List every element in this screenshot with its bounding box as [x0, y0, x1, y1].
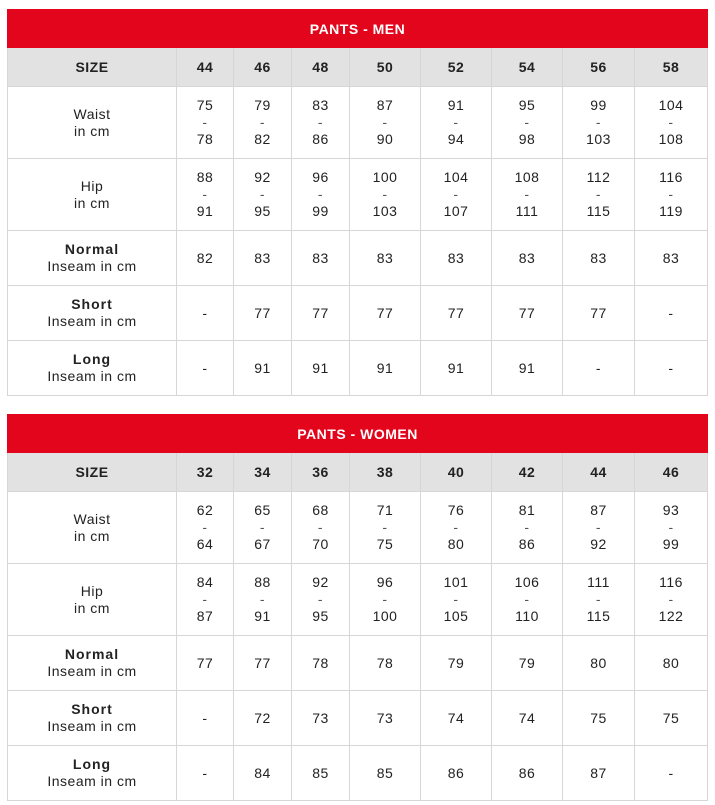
inseam-cell: 73 [292, 691, 350, 746]
range-cell [234, 87, 292, 159]
size-column-header: 54 [492, 48, 563, 87]
hip-row-label [8, 564, 177, 636]
range-separator: - [202, 591, 208, 607]
range-max: 86 [312, 131, 329, 147]
range-cell [350, 564, 421, 636]
inseam-cell: 74 [421, 691, 492, 746]
range-min: 95 [518, 97, 536, 113]
range-cell [563, 87, 635, 159]
normal-row-label [8, 636, 177, 691]
size-label: SIZE [8, 453, 177, 492]
size-column-header: 52 [421, 48, 492, 87]
table-title: PANTS - MEN [8, 10, 708, 48]
inseam-cell: 86 [492, 746, 563, 801]
range-min: 84 [196, 574, 214, 590]
inseam-cell: 83 [492, 231, 563, 286]
size-column-header: 44 [563, 453, 635, 492]
range-min: 108 [514, 169, 540, 185]
range-separator: - [259, 114, 266, 130]
long-row-label [8, 341, 177, 396]
size-table [7, 414, 708, 801]
range-separator: - [668, 186, 674, 202]
range-min: 81 [518, 502, 536, 518]
range-max: 110 [515, 608, 539, 624]
inseam-cell: 77 [563, 286, 635, 341]
table-title-row [8, 10, 708, 48]
range-cell [492, 564, 563, 636]
inseam-cell: - [635, 286, 708, 341]
range-separator: - [595, 114, 602, 130]
range-max: 108 [658, 131, 684, 147]
range-cell [492, 87, 563, 159]
range-separator: - [259, 519, 266, 535]
range-max: 115 [586, 203, 611, 219]
range-separator: - [524, 186, 530, 202]
inseam-cell: 78 [350, 636, 421, 691]
size-header-row [8, 48, 708, 87]
row-label-line2: in cm [74, 194, 110, 211]
range-min: 68 [312, 502, 329, 518]
table-title: PANTS - WOMEN [8, 415, 708, 453]
inseam-cell: 75 [563, 691, 635, 746]
range-max: 91 [254, 608, 271, 624]
inseam-cell: 83 [563, 231, 635, 286]
inseam-cell: 91 [421, 341, 492, 396]
size-column-header: 40 [421, 453, 492, 492]
inseam-cell: 79 [492, 636, 563, 691]
range-separator: - [453, 519, 459, 535]
size-column-header: 46 [635, 453, 708, 492]
short-inseam-row [8, 286, 708, 341]
range-cell [177, 564, 234, 636]
inseam-cell: 83 [635, 231, 708, 286]
range-cell [234, 159, 292, 231]
range-min: 87 [590, 502, 607, 518]
long-row-label [8, 746, 177, 801]
row-label-bold: Normal [64, 646, 120, 662]
range-separator: - [382, 591, 388, 607]
range-min: 116 [659, 169, 683, 185]
size-label: SIZE [8, 48, 177, 87]
range-cell [292, 492, 350, 564]
range-separator: - [668, 591, 674, 607]
hip-row [8, 159, 708, 231]
inseam-cell: 83 [234, 231, 292, 286]
range-max: 100 [372, 608, 398, 624]
row-label-line2: in cm [74, 599, 110, 616]
inseam-cell: - [177, 341, 234, 396]
range-separator: - [202, 186, 208, 202]
normal-row-label [8, 231, 177, 286]
size-header-row [8, 453, 708, 492]
waist-row [8, 492, 708, 564]
range-separator: - [453, 591, 459, 607]
range-min: 104 [443, 169, 469, 185]
row-label-line2: Inseam in cm [47, 663, 137, 679]
inseam-cell: 77 [234, 286, 292, 341]
inseam-cell: 82 [177, 231, 234, 286]
range-separator: - [668, 519, 674, 535]
range-cell [350, 87, 421, 159]
inseam-cell: - [635, 746, 708, 801]
range-cell [635, 492, 708, 564]
range-min: 87 [376, 97, 394, 113]
size-column-header: 36 [292, 453, 350, 492]
range-separator: - [595, 186, 602, 202]
range-min: 71 [376, 502, 394, 518]
hip-row-label [8, 159, 177, 231]
inseam-cell: 73 [350, 691, 421, 746]
size-column-header: 50 [350, 48, 421, 87]
inseam-cell: 77 [234, 636, 292, 691]
range-max: 82 [254, 131, 271, 147]
row-label-bold: Long [72, 756, 112, 772]
range-max: 98 [518, 131, 536, 147]
range-separator: - [524, 519, 530, 535]
range-min: 106 [514, 574, 540, 590]
row-label-line1: Waist [73, 105, 111, 122]
range-min: 96 [376, 574, 394, 590]
range-separator: - [317, 114, 324, 130]
inseam-cell: 80 [563, 636, 635, 691]
row-label-line2: in cm [74, 122, 110, 139]
range-cell [635, 159, 708, 231]
range-min: 100 [372, 169, 398, 185]
range-cell [421, 492, 492, 564]
range-cell [234, 564, 292, 636]
range-separator: - [453, 114, 459, 130]
inseam-cell: 86 [421, 746, 492, 801]
range-min: 96 [312, 169, 329, 185]
size-chart-women [7, 414, 707, 801]
range-cell [292, 159, 350, 231]
range-min: 92 [312, 574, 329, 590]
inseam-cell: 91 [292, 341, 350, 396]
inseam-cell: - [635, 341, 708, 396]
range-separator: - [453, 186, 459, 202]
range-separator: - [382, 186, 388, 202]
range-separator: - [202, 114, 208, 130]
inseam-cell: 84 [234, 746, 292, 801]
row-label-line2: Inseam in cm [47, 718, 137, 734]
range-cell [350, 159, 421, 231]
range-separator: - [317, 519, 324, 535]
range-min: 112 [586, 169, 611, 185]
range-separator: - [382, 519, 388, 535]
range-max: 64 [196, 536, 214, 552]
inseam-cell: 85 [350, 746, 421, 801]
inseam-cell: 83 [421, 231, 492, 286]
range-separator: - [524, 114, 530, 130]
range-max: 119 [659, 203, 683, 219]
row-label-line2: Inseam in cm [47, 773, 137, 789]
range-cell [492, 492, 563, 564]
inseam-cell: 77 [350, 286, 421, 341]
short-row-label [8, 691, 177, 746]
row-label-bold: Short [71, 296, 113, 312]
size-column-header: 38 [350, 453, 421, 492]
range-min: 75 [196, 97, 214, 113]
row-label-line1: Hip [80, 582, 104, 599]
inseam-cell: 87 [563, 746, 635, 801]
waist-row-label [8, 87, 177, 159]
range-max: 67 [254, 536, 271, 552]
size-column-header: 48 [292, 48, 350, 87]
row-label-line2: Inseam in cm [47, 313, 137, 329]
inseam-cell: 77 [492, 286, 563, 341]
range-min: 83 [312, 97, 329, 113]
size-chart-men [7, 9, 707, 396]
range-cell [635, 564, 708, 636]
range-max: 78 [196, 131, 214, 147]
range-min: 65 [254, 502, 271, 518]
range-min: 93 [662, 502, 680, 518]
row-label-line2: in cm [74, 527, 110, 544]
range-cell [292, 87, 350, 159]
range-separator: - [259, 591, 266, 607]
range-cell [421, 87, 492, 159]
range-max: 92 [590, 536, 607, 552]
range-max: 103 [372, 203, 398, 219]
range-separator: - [524, 591, 530, 607]
range-max: 105 [443, 608, 469, 624]
row-label-line1: Waist [73, 510, 111, 527]
short-inseam-row [8, 691, 708, 746]
range-max: 95 [312, 608, 329, 624]
range-cell [234, 492, 292, 564]
inseam-cell: - [177, 691, 234, 746]
size-column-header: 34 [234, 453, 292, 492]
normal-inseam-row [8, 636, 708, 691]
row-label-bold: Long [72, 351, 112, 367]
range-separator: - [382, 114, 388, 130]
inseam-cell: 72 [234, 691, 292, 746]
inseam-cell: 91 [492, 341, 563, 396]
inseam-cell: 77 [177, 636, 234, 691]
inseam-cell: 79 [421, 636, 492, 691]
table-title-row [8, 415, 708, 453]
range-max: 107 [443, 203, 469, 219]
inseam-cell: - [177, 286, 234, 341]
waist-row-label [8, 492, 177, 564]
size-column-header: 56 [563, 48, 635, 87]
inseam-cell: 78 [292, 636, 350, 691]
long-inseam-row [8, 341, 708, 396]
range-cell [492, 159, 563, 231]
row-label-bold: Short [71, 701, 113, 717]
inseam-cell: - [563, 341, 635, 396]
size-table [7, 9, 708, 396]
normal-inseam-row [8, 231, 708, 286]
range-min: 92 [254, 169, 271, 185]
range-max: 75 [376, 536, 394, 552]
row-label-line1: Hip [80, 177, 104, 194]
range-max: 80 [447, 536, 465, 552]
range-cell [635, 87, 708, 159]
range-max: 99 [312, 203, 329, 219]
range-min: 62 [196, 502, 214, 518]
size-column-header: 58 [635, 48, 708, 87]
range-max: 111 [515, 203, 539, 219]
range-max: 70 [312, 536, 329, 552]
row-label-line2: Inseam in cm [47, 368, 137, 384]
range-max: 91 [196, 203, 214, 219]
inseam-cell: - [177, 746, 234, 801]
range-cell [563, 492, 635, 564]
range-cell [350, 492, 421, 564]
range-cell [563, 564, 635, 636]
range-cell [563, 159, 635, 231]
range-separator: - [202, 519, 208, 535]
range-max: 122 [658, 608, 684, 624]
inseam-cell: 74 [492, 691, 563, 746]
range-min: 116 [659, 574, 683, 590]
size-column-header: 42 [492, 453, 563, 492]
range-max: 87 [196, 608, 214, 624]
range-max: 90 [376, 131, 394, 147]
range-cell [177, 87, 234, 159]
row-label-bold: Normal [64, 241, 120, 257]
range-separator: - [317, 186, 324, 202]
long-inseam-row [8, 746, 708, 801]
range-separator: - [595, 591, 602, 607]
size-column-header: 32 [177, 453, 234, 492]
inseam-cell: 83 [292, 231, 350, 286]
range-cell [177, 159, 234, 231]
range-max: 115 [586, 608, 611, 624]
inseam-cell: 83 [350, 231, 421, 286]
range-cell [177, 492, 234, 564]
range-separator: - [259, 186, 266, 202]
range-separator: - [595, 519, 602, 535]
range-min: 76 [447, 502, 465, 518]
range-max: 95 [254, 203, 271, 219]
range-min: 91 [447, 97, 465, 113]
inseam-cell: 91 [350, 341, 421, 396]
range-cell [421, 159, 492, 231]
range-max: 103 [586, 131, 611, 147]
range-min: 88 [254, 574, 271, 590]
hip-row [8, 564, 708, 636]
inseam-cell: 77 [421, 286, 492, 341]
waist-row [8, 87, 708, 159]
inseam-cell: 91 [234, 341, 292, 396]
range-separator: - [317, 591, 324, 607]
short-row-label [8, 286, 177, 341]
range-cell [421, 564, 492, 636]
range-min: 88 [196, 169, 214, 185]
range-min: 104 [658, 97, 684, 113]
inseam-cell: 75 [635, 691, 708, 746]
range-max: 99 [662, 536, 680, 552]
inseam-cell: 85 [292, 746, 350, 801]
range-min: 79 [254, 97, 271, 113]
size-column-header: 44 [177, 48, 234, 87]
range-max: 94 [447, 131, 465, 147]
range-min: 111 [587, 574, 610, 590]
range-cell [292, 564, 350, 636]
range-min: 99 [590, 97, 607, 113]
range-max: 86 [518, 536, 536, 552]
row-label-line2: Inseam in cm [47, 258, 137, 274]
inseam-cell: 80 [635, 636, 708, 691]
inseam-cell: 77 [292, 286, 350, 341]
range-separator: - [668, 114, 674, 130]
size-column-header: 46 [234, 48, 292, 87]
range-min: 101 [443, 574, 469, 590]
